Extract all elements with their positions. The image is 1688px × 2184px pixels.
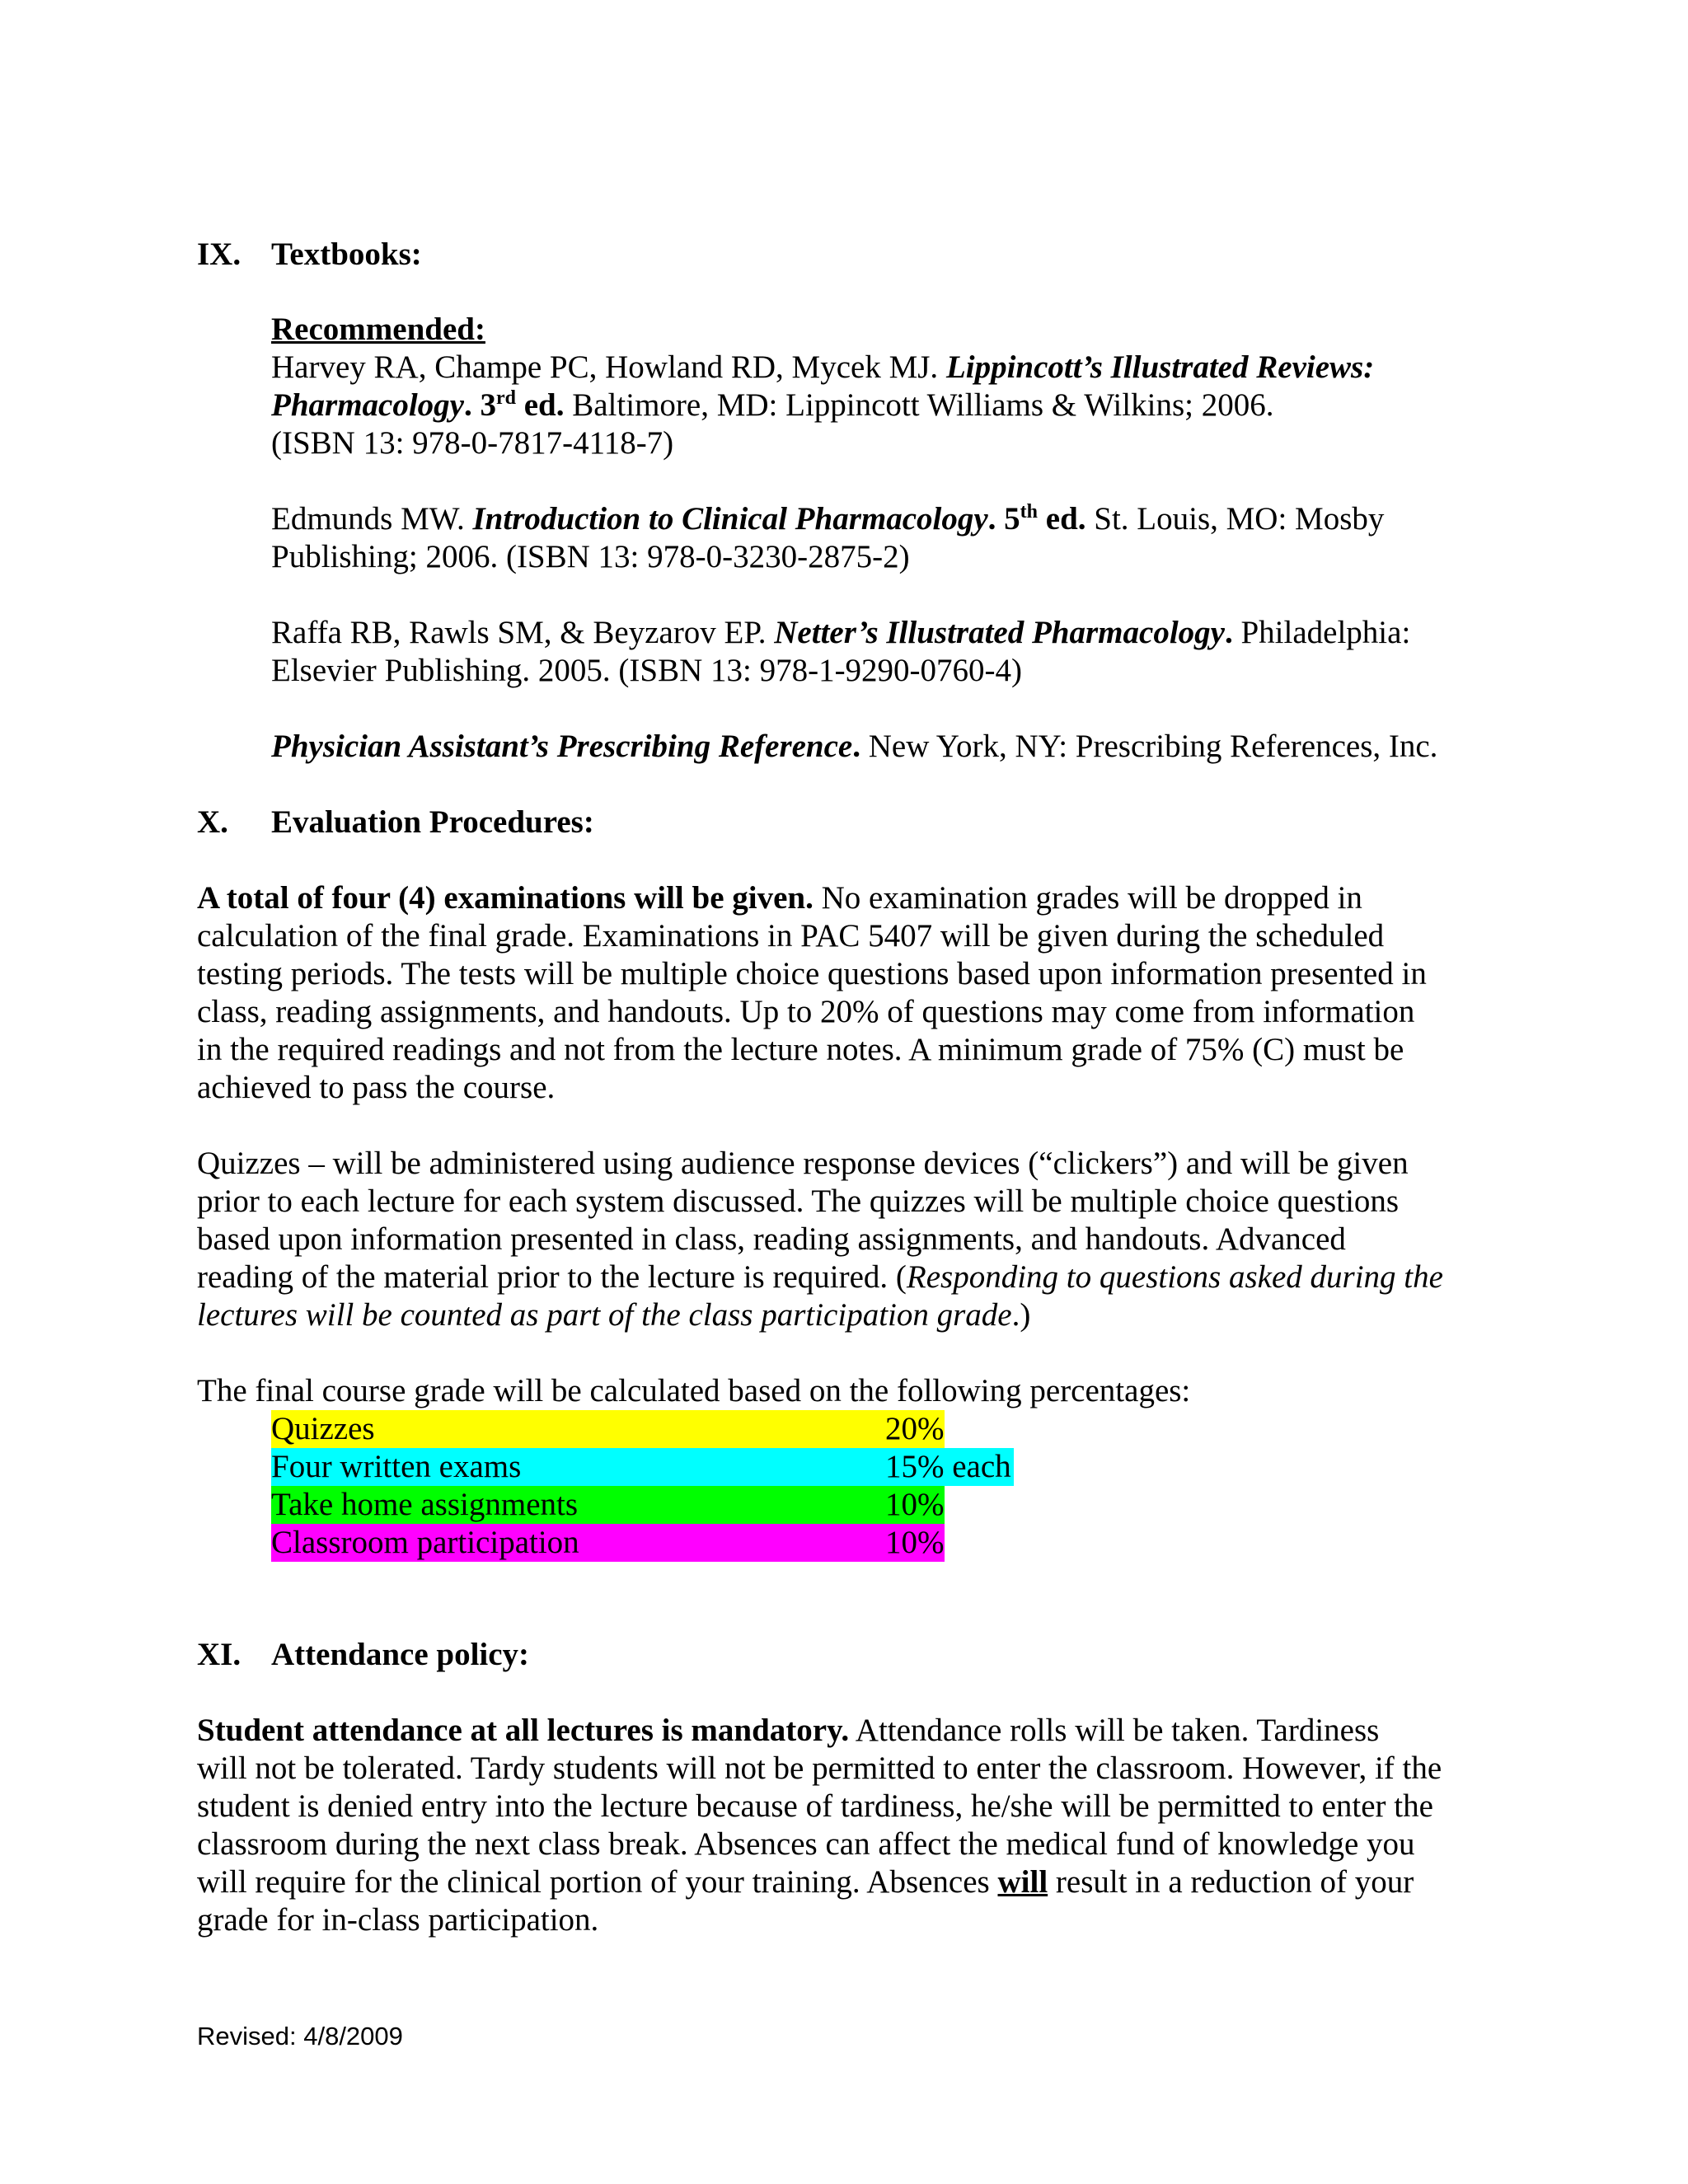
section-number-xi: XI.: [197, 1637, 241, 1672]
section-title-textbooks: Textbooks:: [271, 237, 422, 272]
eval-para2-line4: [197, 1258, 1443, 1296]
eval-para2-line1: Quizzes – will be administered using audience response devices (“clickers”) and will be given: [197, 1146, 1409, 1181]
book3-publisher-line2: Elsevier Publishing. 2005. (ISBN 13: 978-1-9290-0760-4): [271, 653, 1023, 688]
book1-title-line2: Pharmacology: [271, 387, 464, 423]
section-title-attendance: Attendance policy:: [271, 1637, 530, 1672]
attendance-line6: grade for in-class participation.: [197, 1902, 599, 1938]
revised-date: Revised: 4/8/2009: [197, 2022, 403, 2050]
recommended-label: Recommended:: [271, 312, 485, 347]
book4-title: Physician Assistant’s Prescribing Reference: [271, 729, 853, 764]
book2-authors: Edmunds MW.: [271, 501, 473, 537]
section-number-x: X.: [197, 804, 228, 840]
eval-para1-line6: achieved to pass the course.: [197, 1070, 556, 1105]
attendance-line5-before: will require for the clinical portion of your training. Absences: [197, 1864, 998, 1900]
book1-line2: Pharmacology. 3rd ed. Baltimore, MD: Lippincott Williams & Wilkins; 2006.: [271, 387, 1274, 423]
attendance-line5-after: result in a reduction of your: [1048, 1864, 1414, 1900]
book1-authors: Harvey RA, Champe PC, Howland RD, Mycek MJ.: [271, 349, 946, 385]
book1-edition-sup: rd: [495, 387, 516, 409]
grade-label: Classroom participation: [271, 1525, 579, 1560]
attendance-line4: classroom during the next class break. Absences can affect the medical fund of knowledge you: [197, 1826, 1415, 1862]
book4-publisher: New York, NY: Prescribing References, Inc.: [860, 729, 1438, 764]
eval-para1-line5: in the required readings and not from the lecture notes. A minimum grade of 75% (C) must be: [197, 1032, 1404, 1067]
book1-isbn: (ISBN 13: 978-0-7817-4118-7): [271, 425, 674, 461]
section-title-evaluation: Evaluation Procedures:: [271, 804, 594, 840]
grade-row: [271, 1410, 945, 1448]
grade-value: 20%: [885, 1411, 945, 1446]
attendance-line1-rest: Attendance rolls will be taken. Tardiness: [849, 1713, 1380, 1748]
grade-value: 15% each: [885, 1449, 1011, 1484]
book2-edition-word: ed.: [1038, 501, 1086, 537]
eval-para2-line2: prior to each lecture for each system discussed. The quizzes will be multiple choice questions: [197, 1183, 1400, 1219]
attendance-line5: [197, 1863, 1414, 1901]
book3-title: Netter’s Illustrated Pharmacology: [774, 615, 1225, 650]
grade-row: [271, 1448, 1014, 1486]
grade-label: Take home assignments: [271, 1487, 579, 1522]
eval-para1-line4: class, reading assignments, and handouts. Up to 20% of questions may come from information: [197, 994, 1415, 1029]
section-number-ix: IX.: [197, 237, 241, 272]
eval-para1-text: No examination grades will be dropped in: [813, 880, 1362, 916]
attendance-bold-intro: Student attendance at all lectures is mandatory.: [197, 1713, 850, 1748]
book2-edition-num: 5: [1004, 501, 1020, 537]
eval-para2-line3: based upon information presented in class, reading assignments, and handouts. Advanced: [197, 1221, 1346, 1257]
grade-intro: The final course grade will be calculated based on the following percentages:: [197, 1373, 1191, 1408]
eval-para2-text: reading of the material prior to the lecture is required. (: [197, 1259, 907, 1295]
eval-para2-line5: [197, 1296, 1030, 1334]
book1-edition-num: 3: [480, 387, 496, 423]
book3-authors: Raffa RB, Rawls SM, & Beyzarov EP.: [271, 615, 775, 650]
attendance-line2: will not be tolerated. Tardy students will not be permitted to enter the classroom. However, if the: [197, 1750, 1442, 1786]
grade-row: [271, 1524, 945, 1562]
book2-publisher-line1: St. Louis, MO: Mosby: [1085, 501, 1385, 537]
book4-line: Physician Assistant’s Prescribing Reference. New York, NY: Prescribing References, Inc.: [271, 729, 1438, 764]
book2-line1: Edmunds MW. Introduction to Clinical Pharmacology. 5th ed. St. Louis, MO: Mosby: [271, 501, 1385, 537]
grade-value: 10%: [885, 1525, 945, 1560]
book3-line1: Raffa RB, Rawls SM, & Beyzarov EP. Netter’s Illustrated Pharmacology. Philadelphia:: [271, 615, 1411, 650]
book2-edition-sup: th: [1020, 501, 1039, 523]
book1-title-line1: Lippincott’s Illustrated Reviews:: [945, 349, 1375, 385]
grade-label: Four written exams: [271, 1449, 522, 1484]
eval-para2-end: .): [1011, 1297, 1031, 1333]
book1-line1: [271, 349, 1374, 387]
grade-row: [271, 1486, 945, 1524]
eval-para2-italic-1: Responding to questions asked during the: [906, 1259, 1443, 1295]
attendance-line3: student is denied entry into the lecture because of tardiness, he/she will be permitted to enter the: [197, 1788, 1433, 1824]
book3-publisher-line1: Philadelphia:: [1232, 615, 1411, 650]
grade-label: Quizzes: [271, 1411, 375, 1446]
eval-para1-line3: testing periods. The tests will be multiple choice questions based upon information presented in: [197, 956, 1427, 991]
book2-title: Introduction to Clinical Pharmacology: [472, 501, 988, 537]
grade-value: 10%: [885, 1487, 945, 1522]
attendance-line1: [197, 1712, 1379, 1750]
book2-publisher-line2: Publishing; 2006. (ISBN 13: 978-0-3230-2875-2): [271, 539, 910, 574]
eval-para1-line2: calculation of the final grade. Examinations in PAC 5407 will be given during the scheduled: [197, 918, 1385, 954]
eval-para1-line1: [197, 879, 1362, 917]
book1-publisher: Baltimore, MD: Lippincott Williams & Wilkins; 2006.: [564, 387, 1274, 423]
book1-edition-word: ed.: [515, 387, 565, 423]
eval-para1-bold: A total of four (4) examinations will be given.: [197, 880, 814, 916]
eval-para2-italic-2: lectures will be counted as part of the class participation grade: [197, 1297, 1012, 1333]
attendance-emphasis-will: will: [997, 1864, 1048, 1900]
